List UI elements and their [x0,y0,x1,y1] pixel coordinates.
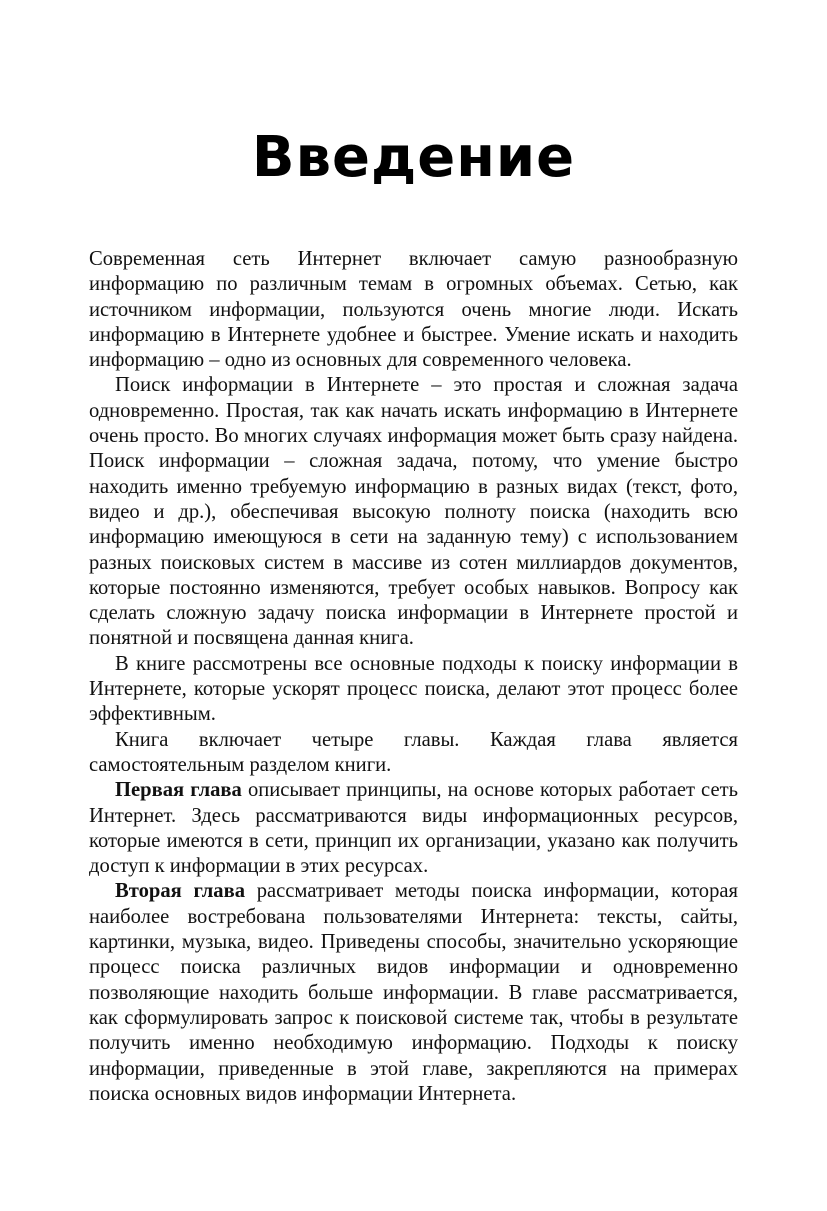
paragraph-text: рассматривает методы поиска информации, которая наиболее востребована пользователями Интернета: тексты, сайты, картинки, музыка, видео. Приведены способы, значительно ускоряющие процесс поиска различных видов информации и одновременно позволяющие находить больше информации. В главе рассматривается, как сформулировать запрос к поисковой системе так, чтобы в результате получить именно необходимую информацию. Подходы к поиску информации, приведенные в этой главе, закрепляются на примерах поиска основных видов информации Интернета. [89,880,738,1105]
paragraph-text: описывает принципы, на основе которых работает сеть Интернет. Здесь рассматриваются виды информационных ресурсов, которые имеются в сети, принцип их организации, указано как получить доступ к информации в этих ресурсах. [89,779,738,878]
body-text [89,247,738,1107]
paragraph-1 [89,247,738,373]
paragraph-lead-bold: Первая глава [115,779,242,802]
paragraph-2 [89,373,738,651]
paragraph-6 [89,879,738,1107]
paragraph-4 [89,728,738,779]
paragraph-text: Книга включает четыре главы. Каждая глава является самостоятельным разделом книги. [89,728,738,776]
paragraph-text: Современная сеть Интернет включает самую разнообразную информацию по различным темам в огромных объемах. Сетью, как источником информации, пользуются очень многие люди. Искать информацию в Интернете удобнее и быстрее. Умение искать и находить информацию – одно из основных для современного человека. [89,248,738,372]
paragraph-5 [89,778,738,879]
paragraph-lead-bold: Вторая глава [115,880,246,903]
paragraph-text: Поиск информации в Интернете – это простая и сложная задача одновременно. Простая, так как начать искать информацию в Интернете очень просто. Во многих случаях информация может быть сразу найдена. Поиск информации – сложная задача, потому, что умение быстро находить именно требуемую информацию в разных видах (текст, фото, видео и др.), обеспечивая высокую полноту поиска (находить всю информацию имеющуюся в сети на заданную тему) с использованием разных поисковых систем в массиве из сотен миллиардов документов, которые постоянно изменяются, требует особых навыков. Вопросу как сделать сложную задачу поиска информации в Интернете простой и понятной и посвящена данная книга. [89,374,738,650]
paragraph-text: В книге рассмотрены все основные подходы к поиску информации в Интернете, которые ускорят процесс поиска, делают этот процесс более эффективным. [89,652,738,726]
chapter-title: Введение [251,125,576,190]
paragraph-3 [89,652,738,728]
